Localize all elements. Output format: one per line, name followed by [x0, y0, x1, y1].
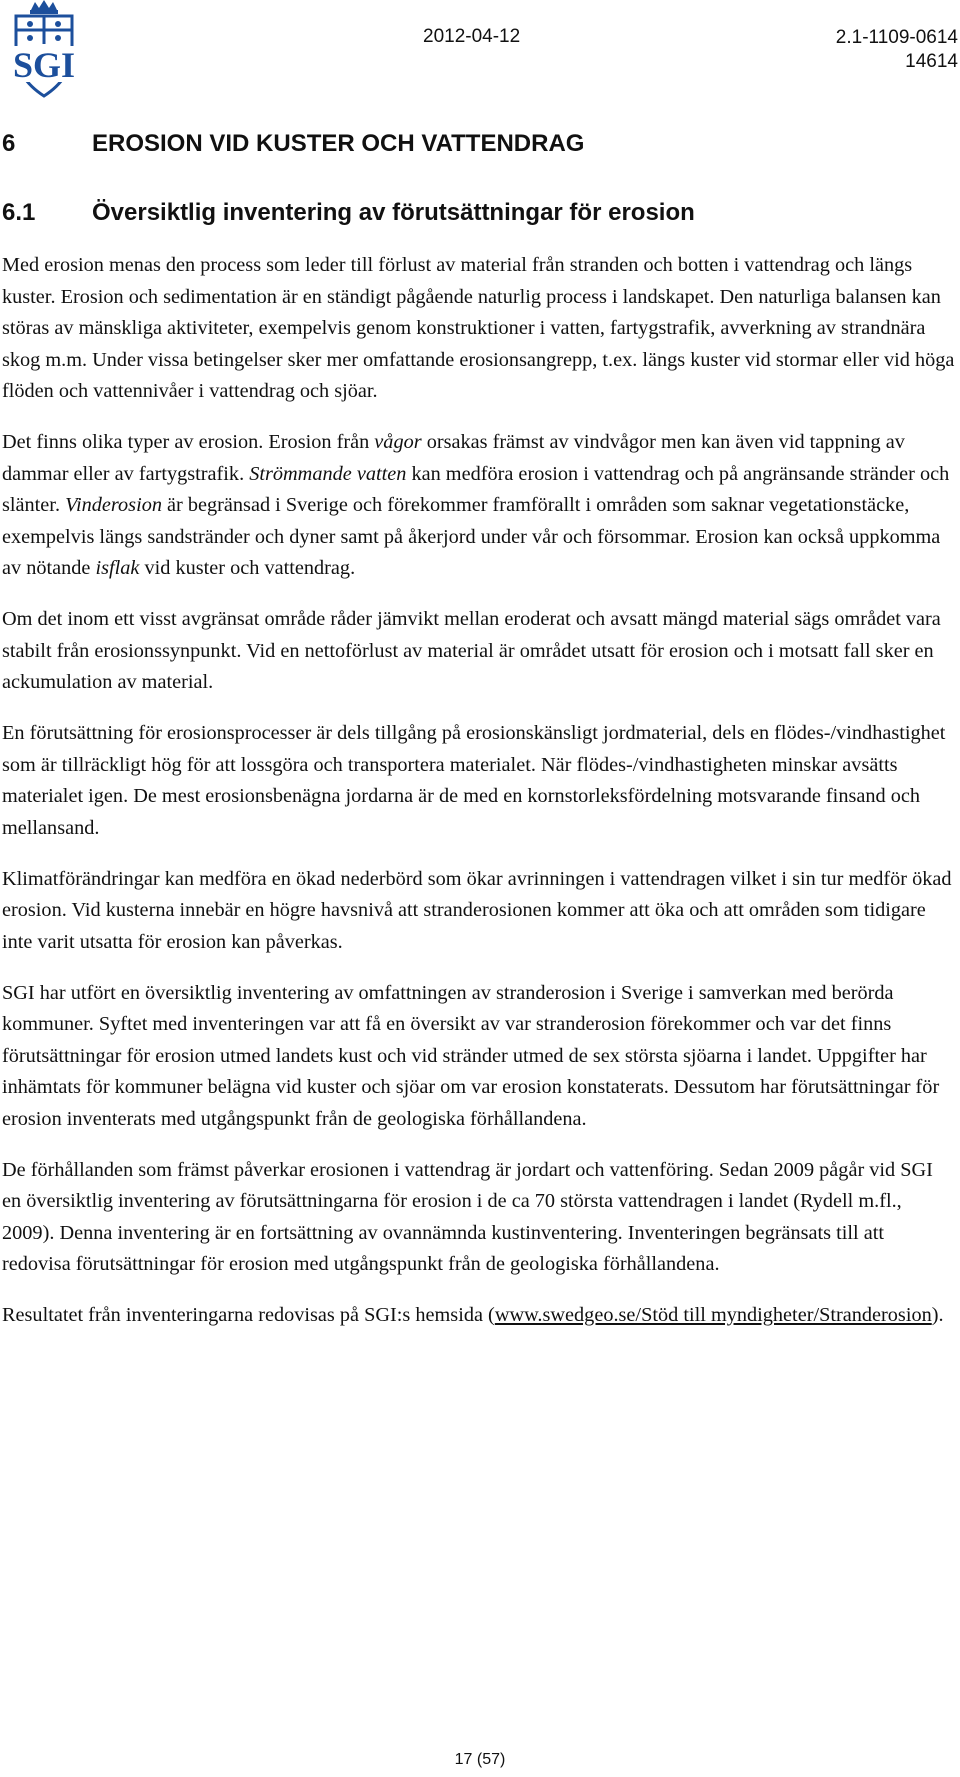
paragraph-equilibrium: Om det inom ett visst avgränsat område råder jämvikt mellan eroderat och avsatt mängd material sägs området vara stabilt från erosionssynpunkt. Vid en nettoförlust av material är området utsatt för erosion och i motsatt fall sker en ackumulation av material.: [2, 608, 941, 693]
section-number: 6.1: [2, 199, 36, 226]
paragraph-erosion-types: Det finns olika typer av erosion. Erosion från vågor orsakas främst av vindvågor men kan även vid tappning av dammar eller av fartygstrafik. Strömmande vatten kan medföra erosion i vattendrag och på angränsande stränder och slänter. Vinderosion är begränsad i Sverige och förekommer framförallt i områden som saknar vegetationstäcke, exempelvis längs sandstränder och dyner samt på åkerjord under vår och försommar. Erosion kan också uppkomma av nötande isflak vid kuster och vattendrag.: [2, 431, 950, 579]
paragraph-coast-inventory: SGI har utfört en översiktlig inventering av omfattningen av stranderosion i Sverige i samverkan med berörda kommuner. Syftet med inventeringen var att få en översikt av var stranderosion förekommer och var det finns förutsättningar för erosion utmed landets kust och vid stränder utmed de sex största sjöarna i landet. Uppgifter har inhämtats för kommuner belägna vid kuster och sjöar om var erosion konstaterats. Dessutom har förutsättningar för erosion inventerats med utgångspunkt från de geologiska förhållandena.: [2, 981, 940, 1130]
document-reference: [836, 26, 958, 74]
chapter-title: EROSION VID KUSTER OCH VATTENDRAG: [92, 130, 585, 157]
term-strommande-vatten: Strömmande vatten: [249, 462, 407, 485]
paragraph-river-inventory: De förhållanden som främst påverkar erosionen i vattendrag är jordart och vattenföring. Sedan 2009 pågår vid SGI en översiktlig inventering av förutsättningarna för erosion i de ca 70 största vattendragen i landet (Rydell m.fl., 2009). Denna inventering är en fortsättning av ovannämnda kustinventering. Inventeringen begränsats till att redovisa förutsättningar för erosion med utgångspunkt från de geologiska förhållandena.: [2, 1158, 933, 1275]
body-text: [2, 250, 957, 1351]
page-number: 17 (57): [454, 1751, 506, 1768]
crown-icon: [30, 0, 58, 14]
logo-text: SGI: [12, 45, 76, 85]
paragraph-results: Resultatet från inventeringarna redovisas på SGI:s hemsida (www.swedgeo.se/Stöd till myndigheter/Stranderosion).: [2, 1304, 944, 1326]
document-date: 2012-04-12: [423, 26, 521, 47]
reference-code: 2.1-1109-0614: [835, 27, 958, 48]
sgi-logo: [2, 0, 86, 104]
section-heading: [2, 199, 695, 227]
paragraph-prerequisites: En förutsättning för erosionsprocesser är dels tillgång på erosionskänsligt jordmaterial, dels en flödes-/vindhastighet som är tillräckligt hög för att lossgöra och transportera materialet. När flödes-/vindhastigheten minskar avsätts materialet igen. De mest erosionsbenägna jordarna är de med en kornstorleksfördelning motsvarande finsand och mellansand.: [2, 722, 946, 839]
chapter-number: 6: [2, 130, 16, 157]
paragraph-definition: Med erosion menas den process som leder till förlust av material från stranden och botten i vattendrag och längs kuster. Erosion och sedimentation är en ständigt pågående naturlig process i landskapet. Den naturliga balansen kan störas av mänskliga aktiviteter, exempelvis genom konstruktioner i vatten, fartygstrafik, avverkning av strandnära skog m.m. Under vissa betingelser sker mer omfattande erosionsangrepp, t.ex. längs kuster vid stormar eller vid höga flöden och vattennivåer i vattendrag och sjöar.: [2, 254, 955, 402]
term-vinderosion: Vinderosion: [65, 494, 162, 516]
reference-number: 14614: [905, 51, 958, 72]
paragraph-climate: Klimatförändringar kan medföra en ökad nederbörd som ökar avrinningen i vattendragen vilket i sin tur medför ökad erosion. Vid kusterna innebär en högre havsnivå att stranderosionen kommer att öka och att områden som tidigare inte varit utsatta för erosion kan påverkas.: [2, 867, 952, 953]
term-vagor: vågor: [374, 431, 422, 453]
chapter-heading: [2, 130, 584, 158]
website-link[interactable]: www.swedgeo.se/Stöd till myndigheter/Stranderosion: [494, 1304, 932, 1326]
term-isflak: isflak: [95, 557, 140, 579]
section-title: Översiktlig inventering av förutsättningar för erosion: [92, 199, 695, 226]
